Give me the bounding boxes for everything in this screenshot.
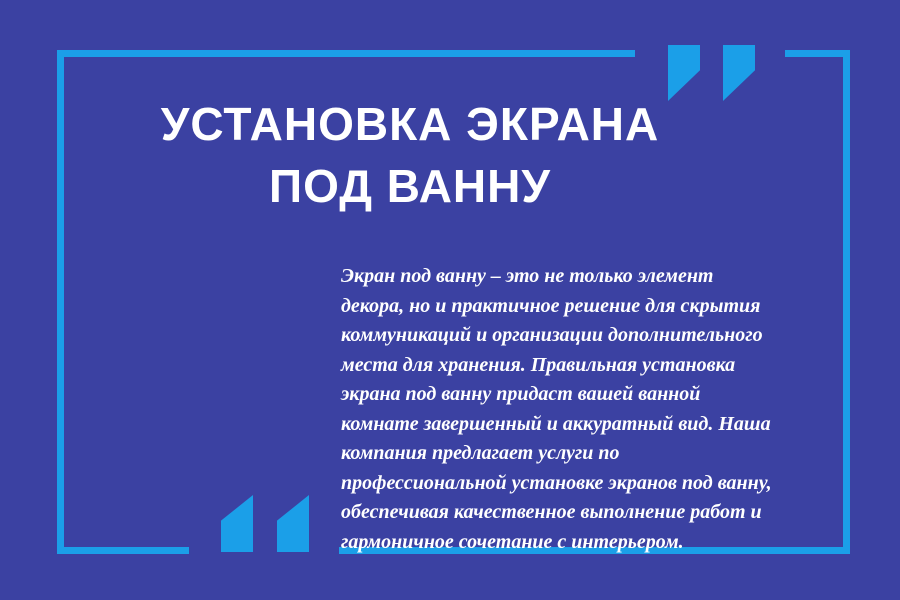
opening-quote-icon xyxy=(221,495,309,552)
quote-mark-shape xyxy=(221,495,253,552)
quote-mark-shape xyxy=(277,495,309,552)
page-title: УСТАНОВКА ЭКРАНА ПОД ВАННУ xyxy=(160,98,660,212)
description-text: Экран под ванну – это не только элемент декора, но и практичное решение для скрытия коммуникаций и организации дополнительного места для хранения. Правильная установка экрана под ванну придаст вашей ванной комнате завершенный и аккуратный вид. Наша компания предлагает услуги по профессиональной установке экранов под ванну, обеспечивая качественное выполнение работ и гармоничное сочетание с интерьером. xyxy=(341,265,772,553)
